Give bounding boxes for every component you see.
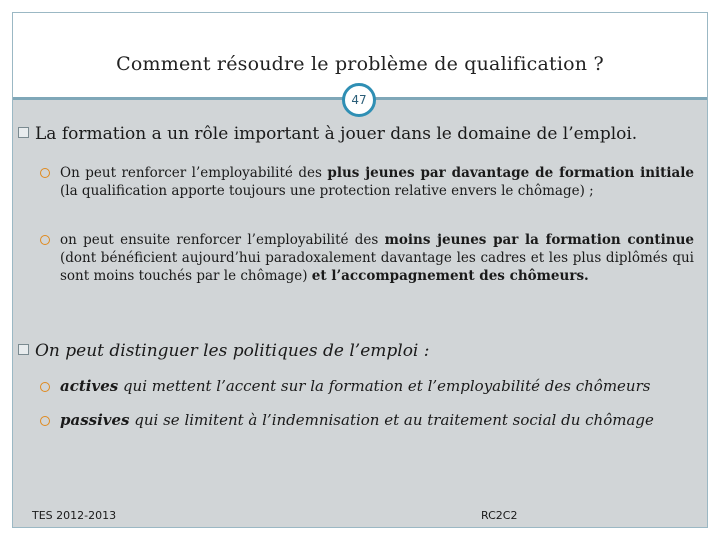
circle-bullet-icon [40,416,50,426]
sub-point-2-2 [40,411,694,429]
sub-point-2-1-text [60,377,650,395]
text-run: on peut ensuite renforcer l’employabilité des [60,232,385,248]
main-point-1-text: La formation a un rôle important à jouer dans le domaine de l’emploi. [35,124,638,144]
circle-bullet-icon [40,168,50,178]
footer-left: TES 2012-2013 [32,509,117,522]
bold-run: moins jeunes par la formation continue [384,232,694,248]
main-point-2-text: On peut distinguer les politiques de l’emploi : [35,341,430,361]
sub-point-2-2-text [60,411,654,429]
checkbox-bullet-icon [18,344,29,355]
circle-bullet-icon [40,235,50,245]
bold-run: passives [60,411,130,429]
checkbox-bullet-icon [18,127,29,138]
slide-title: Comment résoudre le problème de qualification ? [116,53,604,75]
text-run: (la qualification apporte toujours une protection relative envers le chômage) ; [60,183,594,199]
bold-run: actives [60,377,119,395]
sub-point-1-2 [40,231,694,285]
sub-point-1-1-text [60,164,694,200]
text-run: (dont bénéficient aujourd’hui paradoxalement davantage les cadres et les plus diplômés qui sont moins touchés par le chômage) [60,250,694,284]
sub-point-1-2-text [60,231,694,285]
text-run: qui mettent l’accent sur la formation et l’employabilité des chômeurs [118,377,651,395]
sub-point-2-1 [40,377,694,395]
footer-right: RC2C2 [481,509,518,522]
circle-bullet-icon [40,382,50,392]
bold-run: et l’accompagnement des chômeurs. [311,268,589,284]
page-number-badge: 47 [342,83,376,117]
text-run: On peut renforcer l’employabilité des [60,165,328,181]
sub-point-1-1 [40,164,694,200]
bold-run: plus jeunes par davantage de formation initiale [327,165,695,181]
main-point-1 [18,124,637,144]
text-run: qui se limitent à l’indemnisation et au traitement social du chômage [129,411,654,429]
main-point-2 [18,341,430,361]
